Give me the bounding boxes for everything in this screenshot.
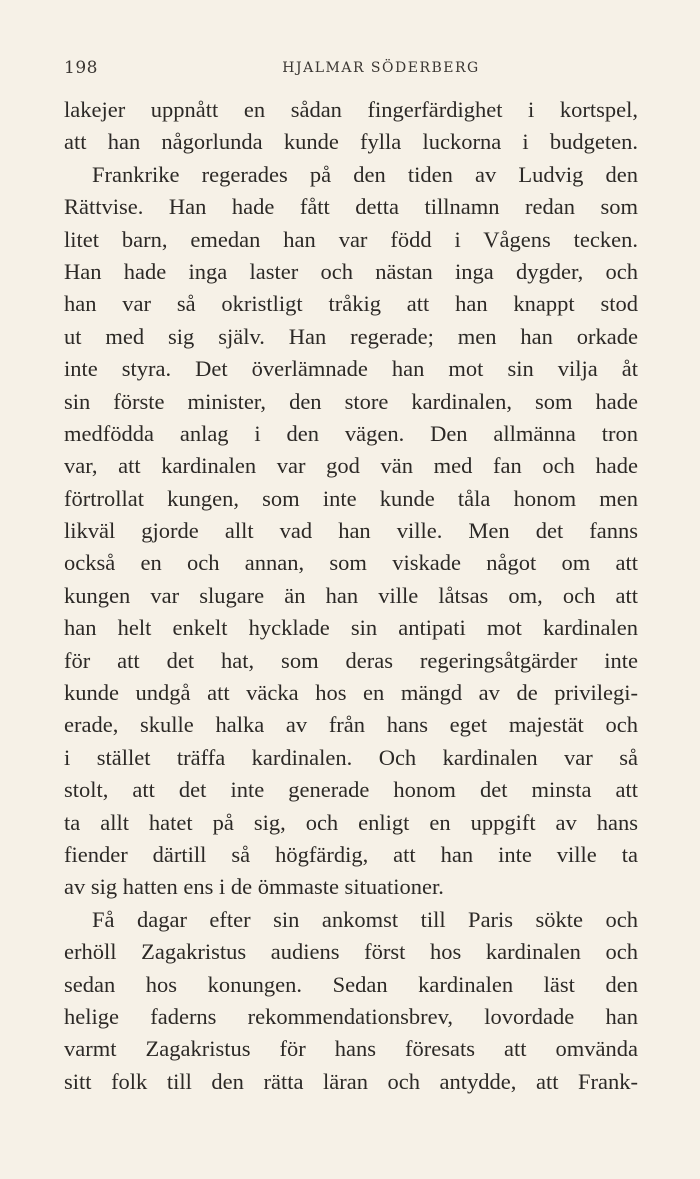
text-line: förtrollat kungen, som inte kunde tåla honom men — [64, 485, 638, 511]
text-line: han var så okristligt tråkig att han knappt stod — [64, 291, 638, 317]
text-line: fiender därtill så högfärdig, att han inte ville ta — [64, 841, 638, 867]
text-line: Han hade inga laster och nästan inga dygder, och — [64, 258, 638, 284]
text-line: varmt Zagakristus för hans föresats att omvända — [64, 1036, 638, 1062]
text-line: inte styra. Det överlämnade han mot sin vilja åt — [64, 356, 638, 382]
text-line: för att det hat, som deras regeringsåtgärder inte — [64, 647, 638, 673]
text-line: sedan hos konungen. Sedan kardinalen läst den — [64, 971, 638, 997]
text-line: erade, skulle halka av från hans eget majestät och — [64, 712, 638, 738]
text-line: ta allt hatet på sig, och enligt en uppgift av hans — [64, 809, 638, 835]
text-line: ut med sig själv. Han regerade; men han orkade — [64, 323, 638, 349]
text-line: Frankrike regerades på den tiden av Ludvig den — [92, 161, 638, 187]
text-line: också en och annan, som viskade något om att — [64, 550, 638, 576]
text-line: sin förste minister, den store kardinalen, som hade — [64, 388, 638, 414]
text-line: Rättvise. Han hade fått detta tillnamn redan som — [64, 194, 638, 220]
text-line: medfödda anlag i den vägen. Den allmänna tron — [64, 420, 638, 446]
text-line: likväl gjorde allt vad han ville. Men det fanns — [64, 518, 638, 544]
text-line: litet barn, emedan han var född i Vågens tecken. — [64, 226, 638, 252]
text-line: sitt folk till den rätta läran och antydde, att Frank- — [64, 1068, 638, 1094]
text-line: av sig hatten ens i de ömmaste situationer. — [64, 874, 444, 900]
page-number: 198 — [64, 58, 98, 78]
running-head — [64, 58, 638, 84]
text-line: helige faderns rekommendationsbrev, lovordade han — [64, 1003, 638, 1029]
text-line: erhöll Zagakristus audiens först hos kardinalen och — [64, 939, 638, 965]
running-title: HJALMAR SÖDERBERG — [282, 60, 480, 76]
text-line: att han någorlunda kunde fylla luckorna i budgeten. — [64, 129, 638, 155]
text-line: Få dagar efter sin ankomst till Paris sökte och — [92, 906, 638, 932]
text-line: var, att kardinalen var god vän med fan och hade — [64, 453, 638, 479]
text-line: stolt, att det inte generade honom det minsta att — [64, 777, 638, 803]
text-line: lakejer uppnått en sådan fingerfärdighet i kortspel, — [64, 97, 638, 122]
text-line: kungen var slugare än han ville låtsas om, och att — [64, 582, 638, 608]
text-line: i stället träffa kardinalen. Och kardinalen var så — [64, 744, 638, 770]
text-line: kunde undgå att väcka hos en mängd av de privilegi- — [64, 680, 638, 706]
body-text — [64, 94, 638, 1098]
text-line: han helt enkelt hycklade sin antipati mot kardinalen — [64, 615, 638, 641]
